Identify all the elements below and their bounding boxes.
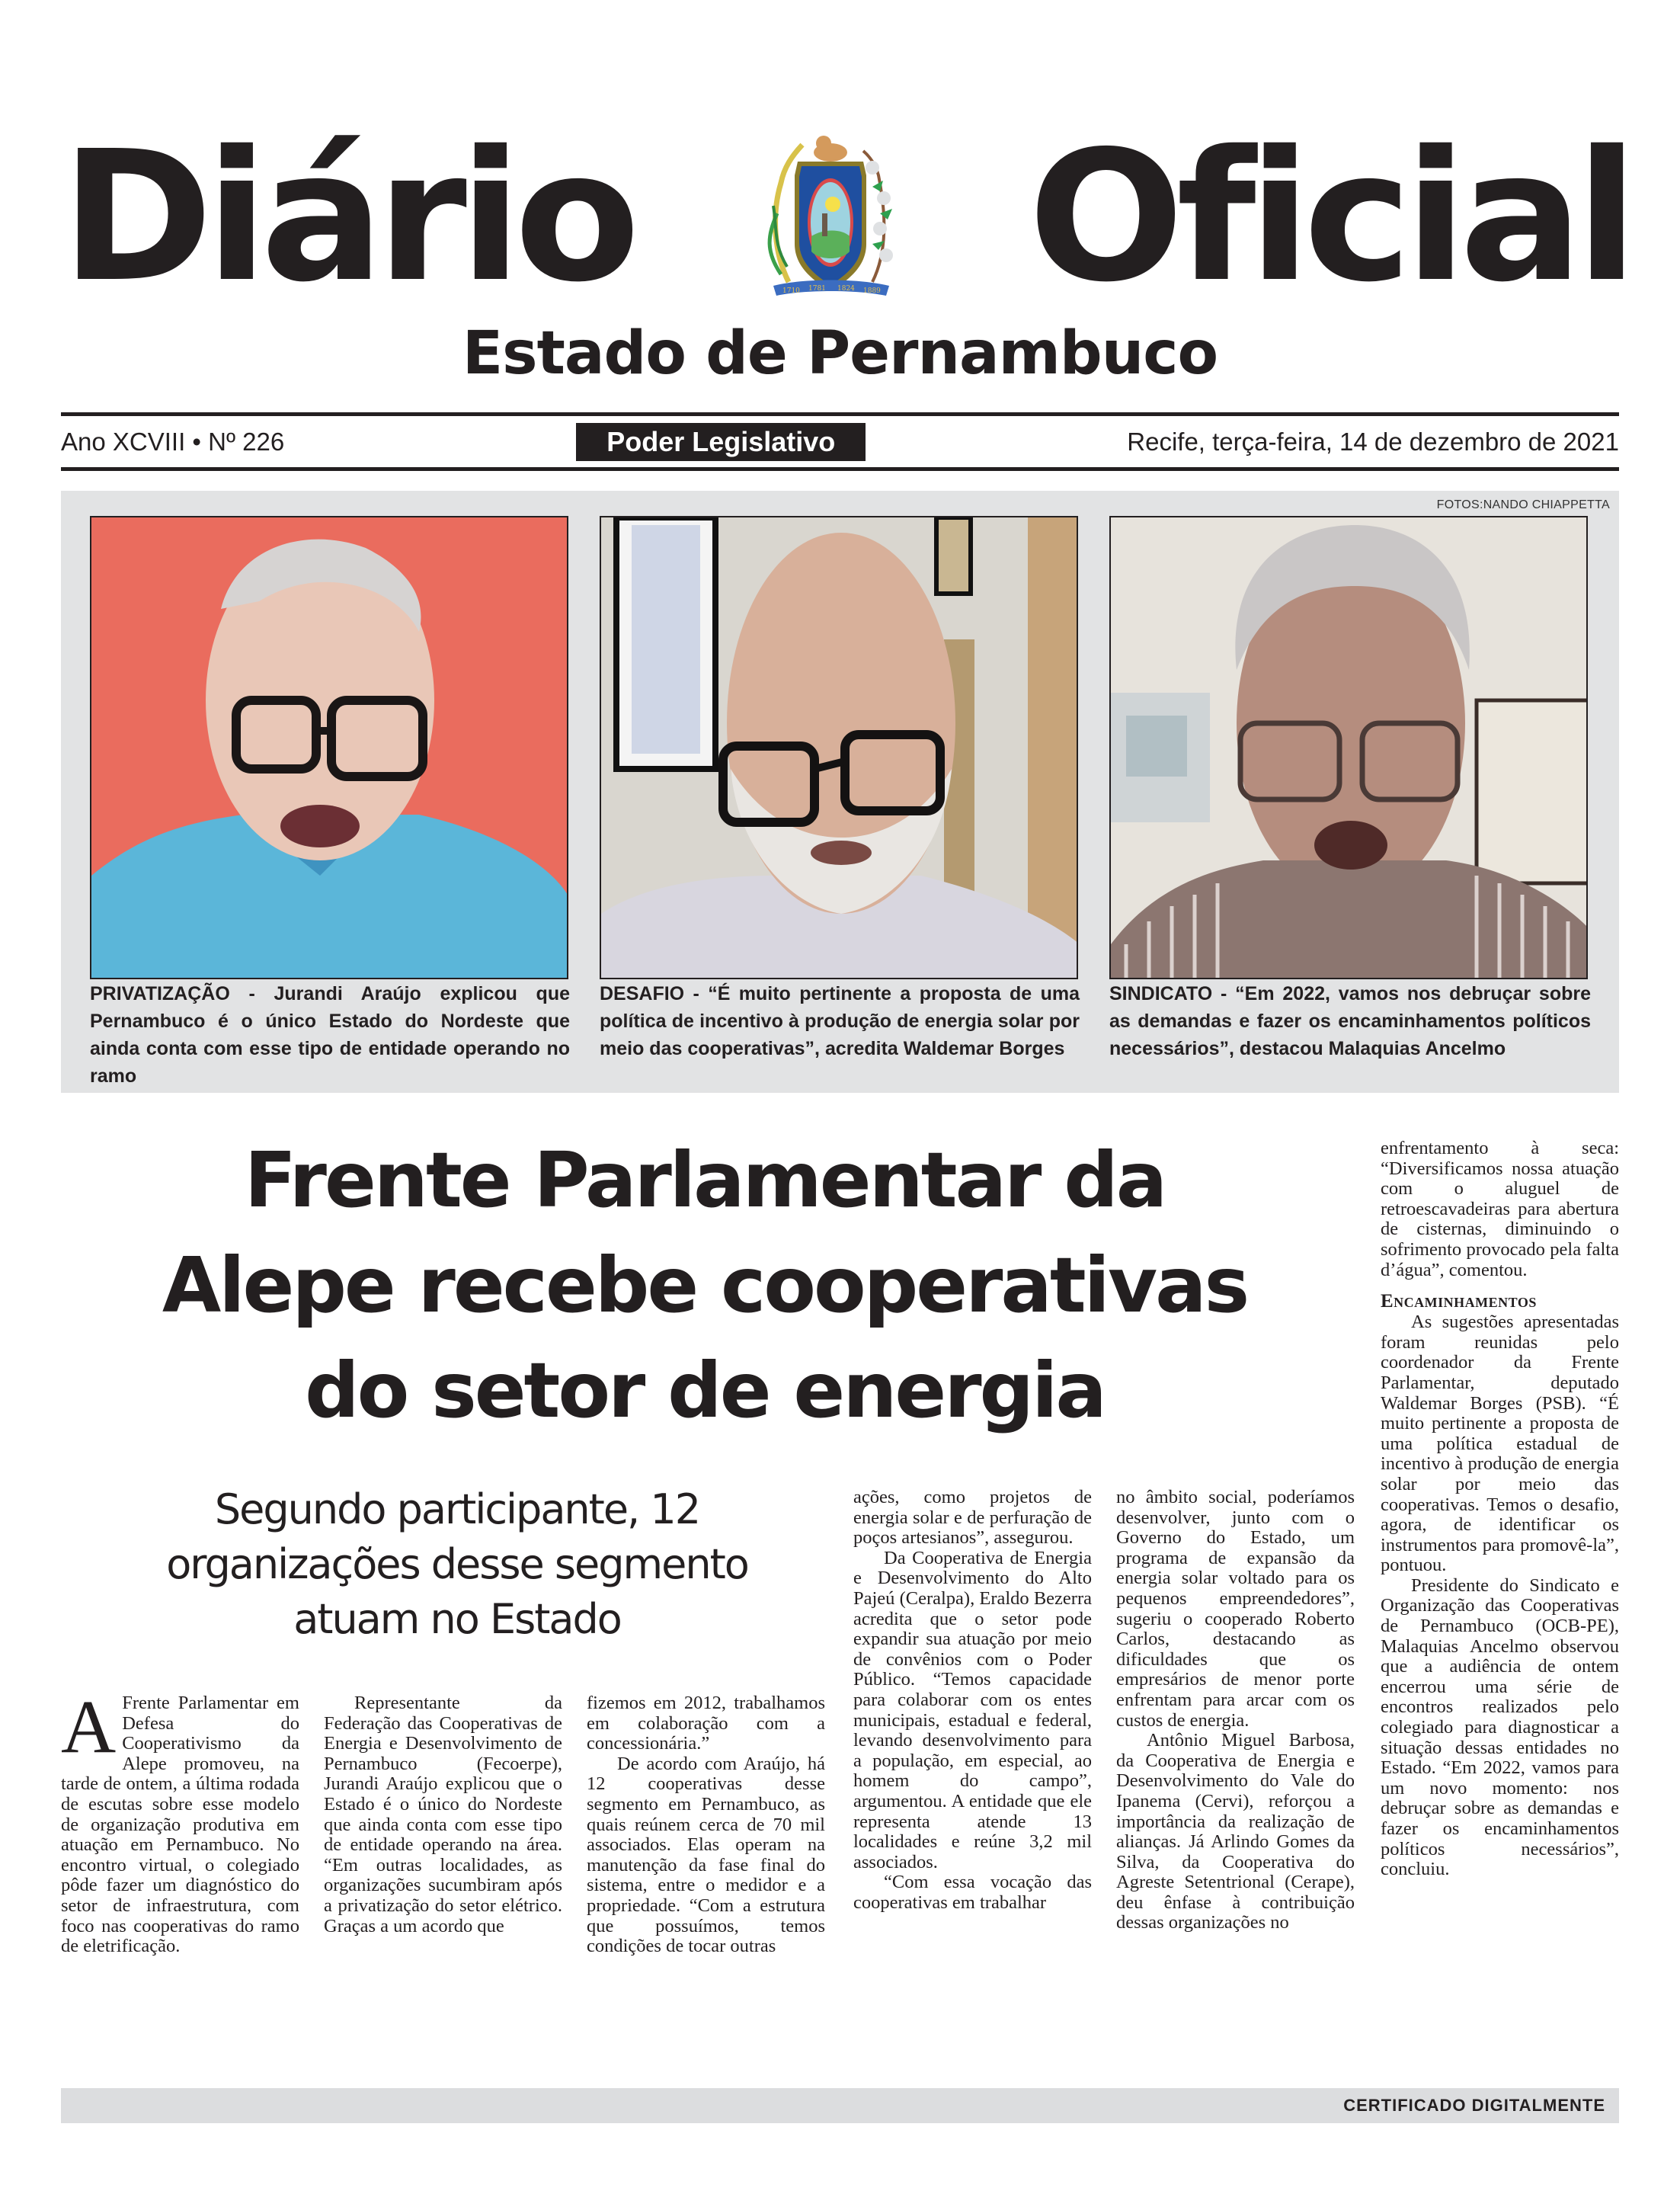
section-heading: Encaminhamentos xyxy=(1381,1291,1537,1312)
paragraph: De acordo com Araújo, há 12 cooperativas desse segmento em Pernambuco, as quais reúnem cerca de 70 mil associados. Elas operam na manutenção da fase final do sistema, entre o medidor e a propriedade. “Com a estrutura que possuímos, temos condições de tocar outras xyxy=(587,1753,825,1957)
paragraph: “Com essa vocação das cooperativas em trabalhar xyxy=(853,1872,1092,1913)
section-badge: Poder Legislativo xyxy=(576,423,866,461)
photo-waldemar-borges xyxy=(600,516,1078,979)
photo-band xyxy=(61,491,1619,1093)
dateline: Recife, terça-feira, 14 de dezembro de 2021 xyxy=(1127,428,1619,456)
paragraph: Frente Parlamentar em Defesa do Cooperativismo da Alepe promoveu, na tarde de ontem, a última rodada de escutas sobre esse modelo de organização produtiva em atuação em Pernambuco. No encontro virtual, o colegiado pôde fazer um diagnóstico do setor de infraestrutura, com foco nas cooperativas do ramo de eletrificação. xyxy=(61,1693,299,1957)
paragraph: Presidente do Sindicato e Organização das Cooperativas de Pernambuco (OCB-PE), Malaquias Ancelmo observou que a audiência de ontem encerrou uma série de encontros realizados pelo colegiado para diagnosticar a situação dessas entidades no Estado. “Em 2022, vamos para um novo momento: nos debruçar sobre as demandas e fazer os encaminhamentos políticos necessários”, concluiu. xyxy=(1381,1574,1619,1880)
crest-year: 1889 xyxy=(863,287,882,295)
article-column-1 xyxy=(61,1684,299,1957)
paragraph: fizemos em 2012, trabalhamos em colaboração com a concessionária.” xyxy=(587,1693,825,1754)
portrait-image xyxy=(91,517,568,979)
masthead-title-left: Diário xyxy=(61,112,633,322)
subhead-line: Segundo participante, 12 xyxy=(214,1485,700,1533)
subhead-line: atuam no Estado xyxy=(293,1595,621,1643)
paragraph: no âmbito social, poderíamos desenvolver, junto com o Governo do Estado, um programa de expansão da energia solar voltado para os pequenos empreendedores”, sugeriu o cooperado Roberto Carlos, destacando as dificuldades que os empresários de menor porte enfrentam para arcar com os custos de energia. xyxy=(1116,1487,1355,1731)
digital-certification-label: CERTIFICADO DIGITALMENTE xyxy=(1343,2096,1605,2115)
crest-year: 1824 xyxy=(837,285,856,293)
headline-line: Frente Parlamentar da xyxy=(244,1136,1166,1225)
article-subhead xyxy=(84,1482,830,1647)
crest-year: 1781 xyxy=(808,285,827,293)
article-column-2 xyxy=(324,1693,562,1936)
paragraph: Da Cooperativa de Energia e Desenvolvimento do Alto Pajeú (Ceralpa), Eraldo Bezerra acredita que o setor pode expandir sua atuação por meio de convênios com o Poder Público. “Temos capacidade para colaborar com os entes municipais, estadual e federal, levando desenvolvimento para a população, em especial, ao homem do campo”, argumentou. A entidade que ele representa atende 13 localidades e reúne 3,2 mil associados. xyxy=(853,1547,1092,1872)
footer-bar xyxy=(61,2088,1619,2123)
headline-line: Alepe recebe cooperativas xyxy=(162,1241,1248,1330)
article-column-6 xyxy=(1381,1139,1619,1880)
photo-credit: FOTOS:NANDO CHIAPPETTA xyxy=(1436,498,1610,511)
drop-cap: A xyxy=(61,1684,117,1769)
paragraph: As sugestões apresentadas foram reunidas pelo coordenador da Frente Parlamentar, deputado Waldemar Borges (PSB). “É muito pertinente a proposta de uma política estadual de incentivo à produção de energia solar por meio das cooperativas. Temos o desafio, agora, de identificar os instrumentos para promovê-la”, pontuou. xyxy=(1381,1312,1619,1576)
paragraph: enfrentamento à seca: “Diversificamos nossa atuação com o aluguel de retroescavadeiras para abertura de cisternas, diminuindo o sofrimento provocado pela falta d’água”, comentou. xyxy=(1381,1138,1619,1280)
article-column-4 xyxy=(853,1488,1092,1913)
paragraph: Representante da Federação das Cooperativas de Energia e Desenvolvimento de Pernambuco (Fecoerpe), Jurandi Araújo explicou que o Estado é o único do Nordeste que ainda conta com esse tipo de entidade operando na área. “Em outras localidades, as organizações sucumbiram após a privatização do setor elétrico. Graças a um acordo que xyxy=(324,1693,562,1936)
photo-caption-desafio: DESAFIO - “É muito pertinente a proposta de uma política de incentivo à produção de energia solar por meio das cooperativas”, acredita Waldemar Borges xyxy=(600,983,1080,1059)
photo-caption-privatizacao: PRIVATIZAÇÃO - Jurandi Araújo explicou que Pernambuco é o único Estado do Nordeste que ainda conta com esse tipo de entidade operando no ramo xyxy=(90,983,570,1087)
bottom-rule xyxy=(61,467,1619,471)
edition-bar xyxy=(61,424,1619,460)
photo-caption-sindicato: SINDICATO - “Em 2022, vamos nos debruçar sobre as demandas e fazer os encaminhamentos políticos necessários”, destacou Malaquias Ancelmo xyxy=(1109,983,1591,1059)
photo-jurandi-araujo xyxy=(90,516,568,979)
masthead-title xyxy=(61,112,1630,322)
headline-line: do setor de energia xyxy=(305,1346,1105,1435)
portrait-image xyxy=(601,517,1078,979)
article-column-5 xyxy=(1116,1488,1355,1933)
portrait-image xyxy=(1111,517,1588,979)
photo-malaquias-ancelmo xyxy=(1109,516,1588,979)
article-headline xyxy=(57,1128,1352,1443)
paragraph: ações, como projetos de energia solar e de perfuração de poços artesianos”, assegurou. xyxy=(853,1487,1092,1549)
masthead-title-right: Oficial xyxy=(1028,112,1630,322)
paragraph: Antônio Miguel Barbosa, da Cooperativa de Energia e Desenvolvimento do Vale do Ipanema (Cervi), reforçou a importância da realização de alianças. Já Arlindo Gomes da Silva, da Cooperativa do Agreste Setentrional (Cerape), deu ênfase à contribuição dessas organizações no xyxy=(1116,1730,1355,1933)
coat-of-arms-icon xyxy=(758,122,903,312)
top-rule xyxy=(61,412,1619,416)
subhead-line: organizações desse segmento xyxy=(166,1540,748,1588)
edition-number: Ano XCVIII • Nº 226 xyxy=(61,428,285,456)
article-column-3 xyxy=(587,1693,825,1957)
masthead-subtitle: Estado de Pernambuco xyxy=(462,319,1218,388)
crest-year: 1710 xyxy=(782,287,801,295)
